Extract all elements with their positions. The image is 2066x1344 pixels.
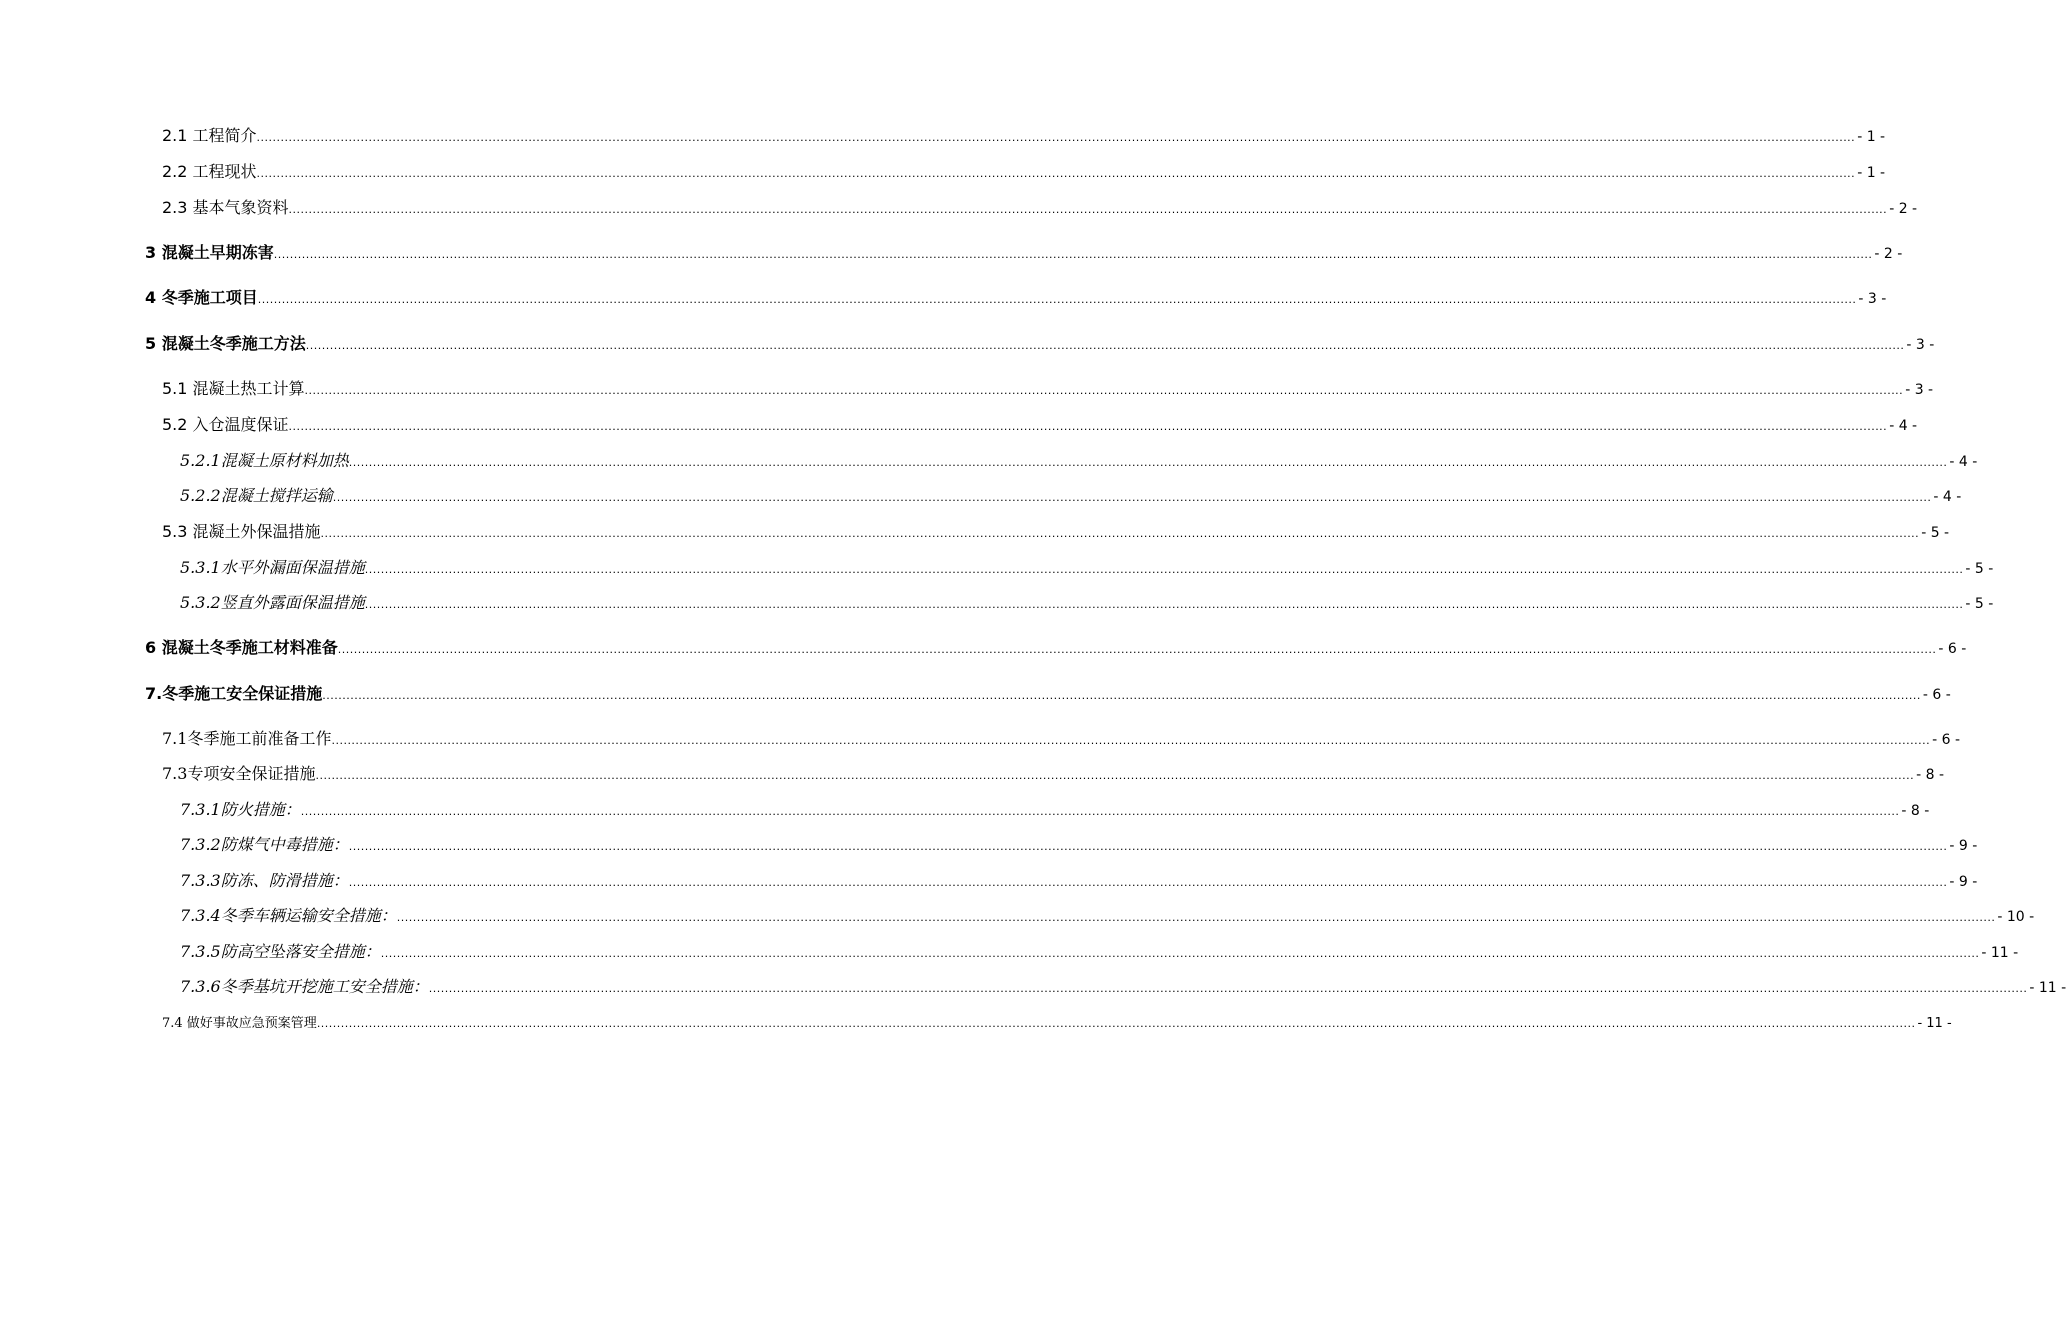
toc-entry[interactable] <box>145 638 1967 657</box>
toc-entry[interactable] <box>145 243 1903 262</box>
toc-entry-title: 5.2 入仓温度保证 <box>162 415 289 434</box>
toc-dot-leader: ................................................................................................................................................................................................................................................................................................................................................................................................................ <box>348 840 1948 853</box>
toc-dot-leader: ................................................................................................................................................................................................................................................................................................................................................................................................................ <box>380 947 1980 960</box>
toc-entry-title: 3 混凝土早期冻害 <box>145 243 274 262</box>
toc-entry-page: - 11 - <box>1917 1016 1952 1031</box>
toc-entry-page: - 11 - <box>1981 945 2019 961</box>
toc-entry-page: - 9 - <box>1949 874 1978 890</box>
toc-dot-leader: ................................................................................................................................................................................................................................................................................................................................................................................................................ <box>337 643 1937 656</box>
toc-entry[interactable] <box>145 288 1887 307</box>
toc-entry-page: - 6 - <box>1922 687 1951 703</box>
toc-entry-title: 5.3.1水平外漏面保温措施 <box>180 558 365 577</box>
toc-entry-title: 5.3.2竖直外露面保温措施 <box>180 593 365 612</box>
toc-entry-title: 4 冬季施工项目 <box>145 288 258 307</box>
toc-dot-leader: ................................................................................................................................................................................................................................................................................................................................................................................................................ <box>316 1017 1916 1030</box>
toc-entry-title: 7.3.2防煤气中毒措施： <box>180 835 349 854</box>
toc-entry-page: - 9 - <box>1949 838 1978 854</box>
toc-entry-page: - 3 - <box>1906 337 1935 353</box>
toc-entry-title: 2.3 基本气象资料 <box>162 198 289 217</box>
toc-entry[interactable] <box>162 162 1886 181</box>
toc-entry-title: 7.3.3防冻、防滑措施： <box>180 871 349 890</box>
toc-entry-title: 7.3.5防高空坠落安全措施： <box>180 942 381 961</box>
toc-entry-page: - 8 - <box>1901 803 1930 819</box>
toc-dot-leader: ................................................................................................................................................................................................................................................................................................................................................................................................................ <box>288 203 1888 216</box>
toc-dot-leader: ................................................................................................................................................................................................................................................................................................................................................................................................................ <box>348 456 1948 469</box>
toc-entry-title: 5.3 混凝土外保温措施 <box>162 522 321 541</box>
toc-entry-title: 7.1冬季施工前准备工作 <box>162 729 332 748</box>
toc-dot-leader: ................................................................................................................................................................................................................................................................................................................................................................................................................ <box>364 563 1964 576</box>
toc-entry-title: 7.3.6冬季基坑开挖施工安全措施： <box>180 977 429 996</box>
toc-entry-page: - 2 - <box>1889 201 1918 217</box>
toc-dot-leader: ................................................................................................................................................................................................................................................................................................................................................................................................................ <box>322 689 1921 702</box>
toc-dot-leader: ................................................................................................................................................................................................................................................................................................................................................................................................................ <box>348 876 1948 889</box>
toc-dot-leader: ................................................................................................................................................................................................................................................................................................................................................................................................................ <box>428 982 2028 995</box>
toc-entry[interactable] <box>180 977 2066 996</box>
toc-dot-leader: ................................................................................................................................................................................................................................................................................................................................................................................................................ <box>304 384 1904 397</box>
toc-entry[interactable] <box>162 729 1961 748</box>
toc-entry[interactable] <box>162 1016 1952 1031</box>
toc-dot-leader: ................................................................................................................................................................................................................................................................................................................................................................................................................ <box>332 491 1932 504</box>
toc-entry-page: - 4 - <box>1889 418 1918 434</box>
toc-entry[interactable] <box>162 764 1945 783</box>
toc-entry-title: 5.2.1混凝土原材料加热 <box>180 451 349 470</box>
toc-dot-leader: ................................................................................................................................................................................................................................................................................................................................................................................................................ <box>288 420 1888 433</box>
toc-entry-page: - 10 - <box>1997 909 2035 925</box>
toc-dot-leader: ................................................................................................................................................................................................................................................................................................................................................................................................................ <box>320 527 1920 540</box>
toc-entry[interactable] <box>162 415 1918 434</box>
toc-entry[interactable] <box>180 451 1978 470</box>
toc-entry-title: 7.3.4冬季车辆运输安全措施： <box>180 906 397 925</box>
toc-dot-leader: ................................................................................................................................................................................................................................................................................................................................................................................................................ <box>273 248 1873 261</box>
toc-entry[interactable] <box>180 871 1978 890</box>
toc-entry-page: - 1 - <box>1857 129 1886 145</box>
toc-dot-leader: ................................................................................................................................................................................................................................................................................................................................................................................................................ <box>364 598 1964 611</box>
toc-entry-title: 5 混凝土冬季施工方法 <box>145 334 306 353</box>
toc-dot-leader: ................................................................................................................................................................................................................................................................................................................................................................................................................ <box>305 339 1905 352</box>
toc-entry-title: 6 混凝土冬季施工材料准备 <box>145 638 338 657</box>
toc-entry-page: - 5 - <box>1965 596 1994 612</box>
toc-entry[interactable] <box>180 593 1994 612</box>
toc-entry[interactable] <box>162 522 1950 541</box>
toc-entry-page: - 5 - <box>1921 525 1950 541</box>
toc-entry-title: 7.冬季施工安全保证措施 <box>145 684 323 703</box>
toc-entry-page: - 3 - <box>1858 291 1887 307</box>
toc-entry-page: - 2 - <box>1874 246 1903 262</box>
toc-entry-title: 2.1 工程简介 <box>162 126 257 145</box>
toc-dot-leader: ................................................................................................................................................................................................................................................................................................................................................................................................................ <box>256 167 1856 180</box>
toc-entry-title: 7.3.1防火措施： <box>180 800 301 819</box>
toc-entry[interactable] <box>162 379 1934 398</box>
toc-dot-leader: ................................................................................................................................................................................................................................................................................................................................................................................................................ <box>396 911 1996 924</box>
toc-entry-page: - 4 - <box>1949 454 1978 470</box>
toc-entry[interactable] <box>145 684 1951 703</box>
toc-entry-page: - 1 - <box>1857 165 1886 181</box>
toc-entry-page: - 11 - <box>2029 980 2066 996</box>
toc-entry[interactable] <box>180 942 2019 961</box>
toc-entry[interactable] <box>180 835 1978 854</box>
toc-entry-title: 5.2.2混凝土搅拌运输 <box>180 486 333 505</box>
toc-entry-page: - 5 - <box>1965 561 1994 577</box>
toc-entry-title: 7.3专项安全保证措施 <box>162 764 316 783</box>
toc-entry[interactable] <box>180 906 2035 925</box>
toc-entry[interactable] <box>145 334 1935 353</box>
toc-entry[interactable] <box>162 198 1918 217</box>
toc-dot-leader: ................................................................................................................................................................................................................................................................................................................................................................................................................ <box>300 805 1900 818</box>
toc-entry-page: - 6 - <box>1938 641 1967 657</box>
toc-entry-title: 7.4 做好事故应急预案管理 <box>162 1016 317 1031</box>
toc-entry-title: 2.2 工程现状 <box>162 162 257 181</box>
toc-dot-leader: ................................................................................................................................................................................................................................................................................................................................................................................................................ <box>331 734 1931 747</box>
toc-entry[interactable] <box>180 558 1994 577</box>
toc-entry[interactable] <box>180 486 1962 505</box>
toc-dot-leader: ................................................................................................................................................................................................................................................................................................................................................................................................................ <box>256 131 1856 144</box>
toc-entry-title: 5.1 混凝土热工计算 <box>162 379 305 398</box>
toc-entry-page: - 6 - <box>1932 732 1961 748</box>
toc-entry-page: - 3 - <box>1905 382 1934 398</box>
toc-entry-page: - 8 - <box>1916 767 1945 783</box>
toc-entry[interactable] <box>162 126 1886 145</box>
toc-entry-page: - 4 - <box>1933 489 1962 505</box>
toc-dot-leader: ................................................................................................................................................................................................................................................................................................................................................................................................................ <box>257 293 1857 306</box>
toc-entry[interactable] <box>180 800 1930 819</box>
toc-dot-leader: ................................................................................................................................................................................................................................................................................................................................................................................................................ <box>315 769 1915 782</box>
